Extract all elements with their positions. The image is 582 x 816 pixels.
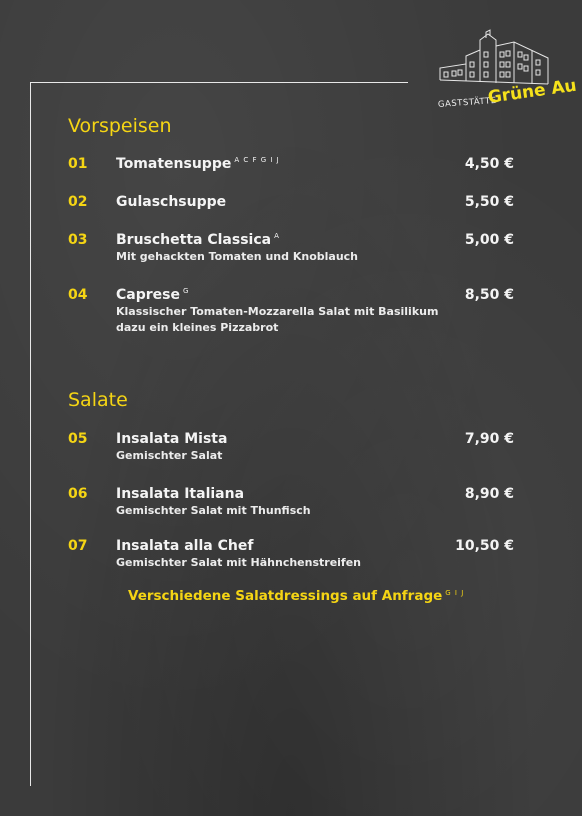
allergen-codes: A C F G I J (234, 156, 280, 165)
item-number: 03 (68, 232, 88, 248)
logo (436, 28, 578, 120)
item-description: Gemischter Salat mit Thunfisch (116, 504, 311, 517)
item-name: Insalata Italiana (116, 486, 245, 502)
item-number: 04 (68, 287, 88, 303)
allergen-codes: G I J (445, 588, 465, 597)
item-name: Caprese $^G$ (116, 287, 190, 303)
section-title-vorspeisen: Vorspeisen (68, 115, 172, 137)
item-price: 10,50 € (455, 538, 514, 554)
item-number: 02 (68, 194, 88, 210)
item-description: Gemischter Salat (116, 449, 223, 462)
item-description: Gemischter Salat mit Hähnchenstreifen (116, 556, 362, 569)
item-price: 5,00 € (464, 232, 514, 248)
item-price: 7,90 € (464, 431, 514, 447)
item-price: 5,50 € (464, 194, 514, 210)
logo-gaststaette: GASTSTÄTTE (437, 95, 497, 110)
item-number: 06 (68, 486, 88, 502)
logo-name: Grüne Au (486, 75, 578, 108)
item-name: Insalata Mista (116, 431, 228, 447)
item-price: 4,50 € (464, 156, 514, 172)
allergen-codes: A (274, 232, 280, 241)
item-name: Insalata alla Chef (116, 538, 254, 554)
section-title-salate: Salate (68, 389, 128, 411)
item-name: Gulaschsuppe (116, 194, 227, 210)
item-description: Mit gehackten Tomaten und Knoblauch (116, 250, 358, 263)
dressing-note: Verschiedene Salatdressings auf Anfrage $^{G I J}$ (128, 588, 465, 604)
allergen-codes: G (182, 287, 190, 296)
item-number: 01 (68, 156, 88, 172)
item-number: 05 (68, 431, 88, 447)
item-price: 8,50 € (464, 287, 514, 303)
item-name: Bruschetta Classica $^A$ (116, 232, 280, 248)
item-price: 8,90 € (464, 486, 514, 502)
item-description: dazu ein kleines Pizzabrot (116, 321, 279, 334)
frame-line-left (30, 82, 31, 786)
item-name: Tomatensuppe $^{A C F G I J}$ (116, 156, 280, 172)
frame-line-top (30, 82, 408, 83)
item-number: 07 (68, 538, 88, 554)
item-description: Klassischer Tomaten-Mozzarella Salat mit Basilikum (116, 305, 439, 318)
